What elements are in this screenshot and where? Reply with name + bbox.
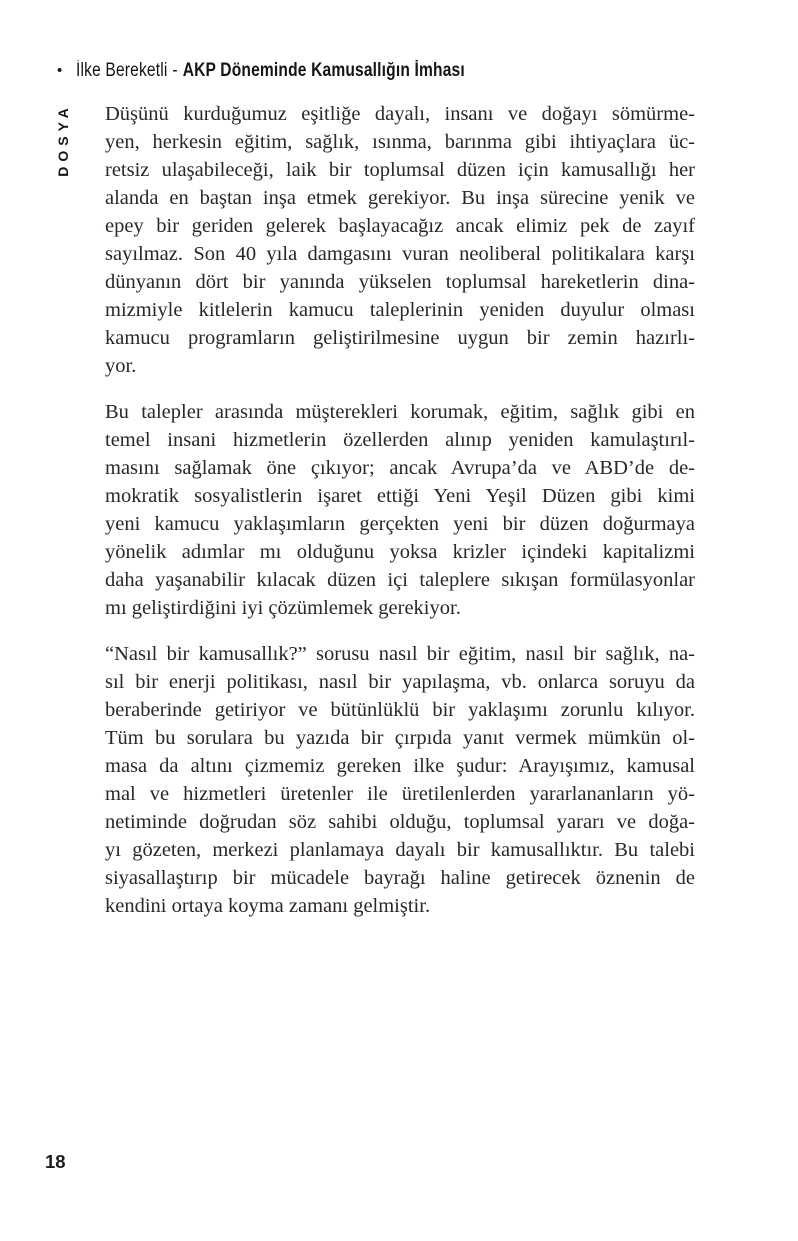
- header-separator: -: [172, 60, 179, 81]
- text-line: temel insani hizmetlerin özellerden alınıp yeniden kamulaştırıl-: [105, 429, 695, 451]
- paragraph-2: [105, 398, 695, 622]
- page-number: 18: [45, 1151, 66, 1172]
- running-header: [57, 61, 550, 80]
- text-line: yen, herkesin eğitim, sağlık, ısınma, barınma gibi ihtiyaçlara üc-: [105, 131, 695, 153]
- paragraph-3: [105, 640, 695, 920]
- text-line: Bu talepler arasında müşterekleri korumak, eğitim, sağlık gibi en: [105, 401, 695, 423]
- text-line: masını sağlamak öne çıkıyor; ancak Avrupa’da ve ABD’de de-: [105, 457, 695, 479]
- article-title: AKP Döneminde Kamusallığın İmhası: [182, 60, 466, 81]
- text-line: dünyanın dört bir yanında yükselen toplumsal hareketlerin dina-: [105, 271, 695, 293]
- text-line: sayılmaz. Son 40 yıla damgasını vuran neoliberal politikalara karşı: [105, 243, 695, 265]
- text-line: alanda en baştan inşa etmek gerekiyor. Bu inşa sürecine yenik ve: [105, 187, 695, 209]
- text-line: “Nasıl bir kamusallık?” sorusu nasıl bir eğitim, nasıl bir sağlık, na-: [105, 643, 695, 665]
- text-line: beraberinde getiriyor ve bütünlüklü bir yaklaşımı zorunlu kılıyor.: [105, 699, 695, 721]
- text-line: retsiz ulaşabileceği, laik bir toplumsal düzen için kamusallığı her: [105, 159, 695, 181]
- text-line: sıl bir enerji politikası, nasıl bir yapılaşma, vb. onlarca soruyu da: [105, 671, 695, 693]
- text-line: yı gözeten, merkezi planlamaya dayalı bir kamusallıktır. Bu talebi: [105, 839, 695, 861]
- author-name: İlke Bereketli: [76, 60, 168, 81]
- text-line: kamucu programların geliştirilmesine uygun bir zemin hazırlı-: [105, 327, 695, 349]
- text-line: yönelik adımlar mı olduğunu yoksa krizler içindeki kapitalizmi: [105, 541, 695, 563]
- text-line: netiminde doğrudan söz sahibi olduğu, toplumsal yararı ve doğa-: [105, 811, 695, 833]
- paragraph-1: [105, 100, 695, 380]
- text-line: Tüm bu sorulara bu yazıda bir çırpıda yanıt vermek mümkün ol-: [105, 727, 695, 749]
- text-line: yeni kamucu yaklaşımların gerçekten yeni bir düzen doğurmaya: [105, 513, 695, 535]
- text-line: siyasallaştırıp bir mücadele bayrağı haline getirecek öznenin de: [105, 867, 695, 889]
- text-line: daha yaşanabilir kılacak düzen içi taleplere sıkışan formülasyonlar: [105, 569, 695, 591]
- text-line: mı geliştirdiğini iyi çözümlemek gerekiyor.: [105, 597, 461, 619]
- text-line: kendini ortaya koyma zamanı gelmiştir.: [105, 895, 431, 917]
- bullet-icon: •: [57, 62, 63, 79]
- text-line: mal ve hizmetleri üretenler ile üretilenlerden yararlananların yö-: [105, 783, 695, 805]
- section-label-dosya: DOSYA: [55, 103, 71, 177]
- text-line: epey bir geriden gelerek başlayacağız ancak elimiz pek de zayıf: [105, 215, 695, 237]
- article-body: [105, 100, 695, 938]
- running-header-text: [76, 61, 465, 80]
- text-line: yor.: [105, 355, 137, 377]
- text-line: Düşünü kurduğumuz eşitliğe dayalı, insanı ve doğayı sömürme-: [105, 103, 695, 125]
- text-line: mokratik sosyalistlerin işaret ettiği Yeni Yeşil Düzen gibi kimi: [105, 485, 695, 507]
- text-line: masa da altını çizmemiz gereken ilke şudur: Arayışımız, kamusal: [105, 755, 695, 777]
- text-line: mizmiyle kitlelerin kamucu taleplerinin yeniden duyulur olması: [105, 299, 695, 321]
